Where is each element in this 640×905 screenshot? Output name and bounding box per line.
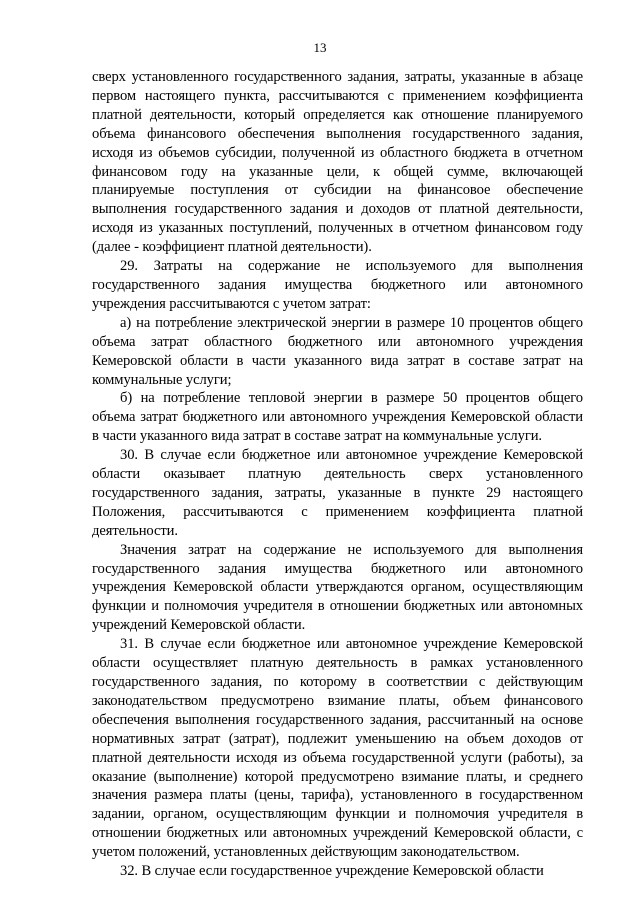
paragraph-clause-29: 29. Затраты на содержание не используемого для выполнения государственного задания имущества бюджетного или автономного учреждения рассчитываются с учетом затрат:: [92, 258, 583, 312]
paragraph-clause-30: 30. В случае если бюджетное или автономное учреждение Кемеровской области оказывает платную деятельность сверх установленного государственного задания, затраты, указанные в пункте 29 настоящего Положения, рассчитываются с применением коэффициента платной деятельности.: [92, 447, 583, 539]
page-number: 13: [313, 40, 327, 55]
paragraph-clause-29a: а) на потребление электрической энергии в размере 10 процентов общего объема затрат областного бюджетного или автономного учреждения Кемеровской области в части указанного вида затрат в составе затрат на коммунальные услуги;: [92, 314, 583, 388]
paragraph-continuation: сверх установленного государственного задания, затраты, указанные в абзаце первом настоящего пункта, рассчитываются с применением коэффициента платной деятельности, который определяется как отношение планируемого объема финансового обеспечения выполнения государственного задания, исходя из объемов субсидии, полученной из областного бюджета в отчетном финансовом году на указанные цели, к общей сумме, включающей планируемые поступления от субсидии на финансовое обеспечение выполнения государственного задания и доходов от платной деятельности, исходя из указанных поступлений, полученных в отчетном финансовом году (далее - коэффициент платной деятельности).: [92, 69, 583, 256]
paragraph-clause-32: 32. В случае если государственное учреждение Кемеровской области: [120, 863, 544, 880]
paragraph-clause-29b: б) на потребление тепловой энергии в размере 50 процентов общего объема затрат бюджетного или автономного учреждения Кемеровской области в части указанного вида затрат в составе затрат на коммунальные услуги.: [92, 390, 583, 445]
paragraph-clause-31: 31. В случае если бюджетное или автономное учреждение Кемеровской области осуществляет платную деятельность в рамках установленного государственного задания, по которому в соответствии с действующим законодательством предусмотрено взимание платы, объем финансового обеспечения выполнения государственного задания, рассчитанный на основе нормативных затрат (затрат), подлежит уменьшению на объем доходов от платной деятельности исходя из объема государственной услуги (работы), за оказание (выполнение) которой предусмотрено взимание платы, и среднего значения размера платы (цены, тарифа), установленного в государственном задании, органом, осуществляющим функции и полномочия учредителя в отношении бюджетных или автономных учреждений Кемеровской области, с учетом положений, установленных действующим законодательством.: [92, 636, 583, 861]
paragraph-clause-30-values: Значения затрат на содержание не используемого для выполнения государственного задания имущества бюджетного или автономного учреждения Кемеровской области утверждаются органом, осуществляющим функции и полномочия учредителя в отношении бюджетных или автономных учреждений Кемеровской области.: [92, 541, 583, 634]
document-body: [92, 68, 583, 881]
